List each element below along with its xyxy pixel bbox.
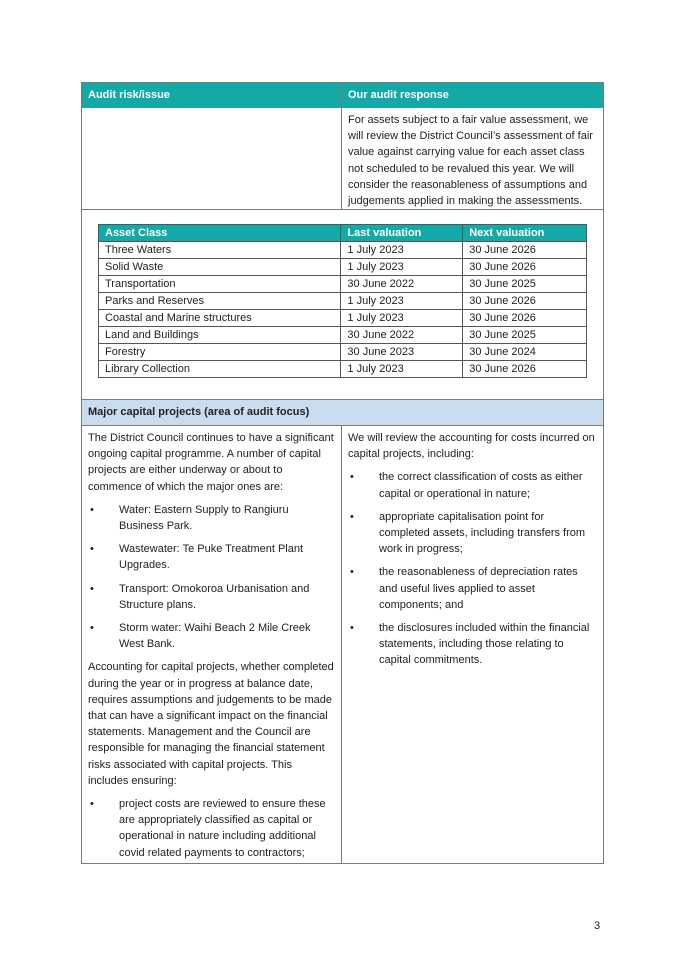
list-item xyxy=(348,469,597,501)
fair-value-response: For assets subject to a fair value assessment, we will review the District Council’s assessment of fair value against carrying value for each asset class not scheduled to be revalued this year. We will consider the reasonableness of assumptions and judgements applied in making the assessments. xyxy=(348,114,593,208)
list-item xyxy=(88,502,335,534)
list-item-text: Water: Eastern Supply to Rangiuru Business Park. xyxy=(119,503,289,533)
list-item-text: project costs are reviewed to ensure these are appropriately classified as capital or operational in nature including additional covid related payments to contractors; xyxy=(119,798,326,859)
last-valuation-cell: 1 July 2023 xyxy=(341,310,463,327)
list-item-text: Wastewater: Te Puke Treatment Plant Upgrades. xyxy=(119,543,304,572)
table-row xyxy=(99,344,587,361)
asset-valuation-row xyxy=(82,210,603,400)
list-item-text: the reasonableness of depreciation rates and useful lives applied to asset components; and xyxy=(379,566,578,611)
header-audit-response: Our audit response xyxy=(348,89,449,101)
next-valuation-cell: 30 June 2024 xyxy=(463,344,587,361)
next-valuation-header: Next valuation xyxy=(463,225,587,242)
next-valuation-cell: 30 June 2026 xyxy=(463,310,587,327)
asset-class-cell: Library Collection xyxy=(99,361,341,378)
bullet-icon: • xyxy=(90,582,94,595)
major-projects-response xyxy=(342,426,603,863)
bullet-icon: • xyxy=(90,503,94,516)
capital-projects-paragraph: Accounting for capital projects, whether completed during the year or in progress at balance date, requires assumptions and judgements to be made that can have a significant impact on the financial statements. Management and the Council are responsible for managing the financial statement risks associated with capital projects. This includes ensuring: xyxy=(88,661,334,787)
asset-valuation-table xyxy=(98,224,587,378)
asset-class-cell: Coastal and Marine structures xyxy=(99,310,341,327)
next-valuation-cell: 30 June 2026 xyxy=(463,242,587,259)
response-intro: We will review the accounting for costs incurred on capital projects, including: xyxy=(348,432,595,461)
list-item xyxy=(88,541,335,573)
bullet-icon: • xyxy=(90,798,94,811)
major-projects-list xyxy=(88,502,335,653)
asset-class-cell: Solid Waste xyxy=(99,259,341,276)
next-valuation-cell: 30 June 2026 xyxy=(463,259,587,276)
list-item-text: appropriate capitalisation point for completed assets, including transfers from work in progress; xyxy=(379,510,586,556)
list-item-text: the correct classification of costs as either capital or operational in nature; xyxy=(379,471,583,500)
response-list xyxy=(348,469,597,668)
bullet-icon: • xyxy=(90,543,94,556)
table-row xyxy=(99,293,587,310)
bullet-icon: • xyxy=(90,622,94,635)
next-valuation-cell: 30 June 2025 xyxy=(463,327,587,344)
table-row xyxy=(99,361,587,378)
next-valuation-cell: 30 June 2026 xyxy=(463,293,587,310)
audit-table xyxy=(81,82,604,864)
last-valuation-cell: 30 June 2023 xyxy=(341,344,463,361)
ensuring-list xyxy=(88,796,335,861)
list-item xyxy=(348,620,597,669)
asset-class-cell: Land and Buildings xyxy=(99,327,341,344)
list-item xyxy=(88,581,335,613)
last-valuation-cell: 1 July 2023 xyxy=(341,259,463,276)
bullet-icon: • xyxy=(350,471,354,484)
list-item-text: Storm water: Waihi Beach 2 Mile Creek West Bank. xyxy=(119,622,311,651)
audit-table-header xyxy=(82,83,603,108)
header-audit-risk: Audit risk/issue xyxy=(82,83,342,108)
list-item-text: the disclosures included within the financial statements, including those relating to capital commitments. xyxy=(379,622,590,667)
asset-class-cell: Parks and Reserves xyxy=(99,293,341,310)
major-projects-row xyxy=(82,426,603,863)
table-row xyxy=(99,327,587,344)
last-valuation-cell: 1 July 2023 xyxy=(341,361,463,378)
major-projects-intro: The District Council continues to have a significant ongoing capital programme. A number of capital projects are either underway or about to commence of which the major ones are: xyxy=(88,432,334,493)
list-item xyxy=(348,509,597,558)
bullet-icon: • xyxy=(350,510,354,523)
list-item-text: Transport: Omokoroa Urbanisation and Structure plans. xyxy=(119,582,310,611)
next-valuation-cell: 30 June 2026 xyxy=(463,361,587,378)
bullet-icon: • xyxy=(350,566,354,579)
last-valuation-cell: 30 June 2022 xyxy=(341,327,463,344)
list-item xyxy=(88,620,335,652)
next-valuation-cell: 30 June 2025 xyxy=(463,276,587,293)
last-valuation-header: Last valuation xyxy=(341,225,463,242)
major-projects-heading: Major capital projects (area of audit focus) xyxy=(82,400,603,426)
asset-class-header: Asset Class xyxy=(99,225,341,242)
last-valuation-cell: 30 June 2022 xyxy=(341,276,463,293)
table-row xyxy=(99,276,587,293)
last-valuation-cell: 1 July 2023 xyxy=(341,293,463,310)
asset-class-cell: Three Waters xyxy=(99,242,341,259)
last-valuation-cell: 1 July 2023 xyxy=(341,242,463,259)
table-row xyxy=(99,242,587,259)
list-item xyxy=(88,796,335,861)
asset-table-header xyxy=(99,225,587,242)
asset-class-cell: Transportation xyxy=(99,276,341,293)
bullet-icon: • xyxy=(350,622,354,635)
list-item xyxy=(348,564,597,613)
table-row xyxy=(99,259,587,276)
major-projects-risk xyxy=(82,426,342,863)
page-number: 3 xyxy=(594,920,601,932)
table-row xyxy=(99,310,587,327)
audit-row-fair-value xyxy=(82,108,603,210)
audit-risk-cell-empty xyxy=(82,108,342,209)
asset-class-cell: Forestry xyxy=(99,344,341,361)
